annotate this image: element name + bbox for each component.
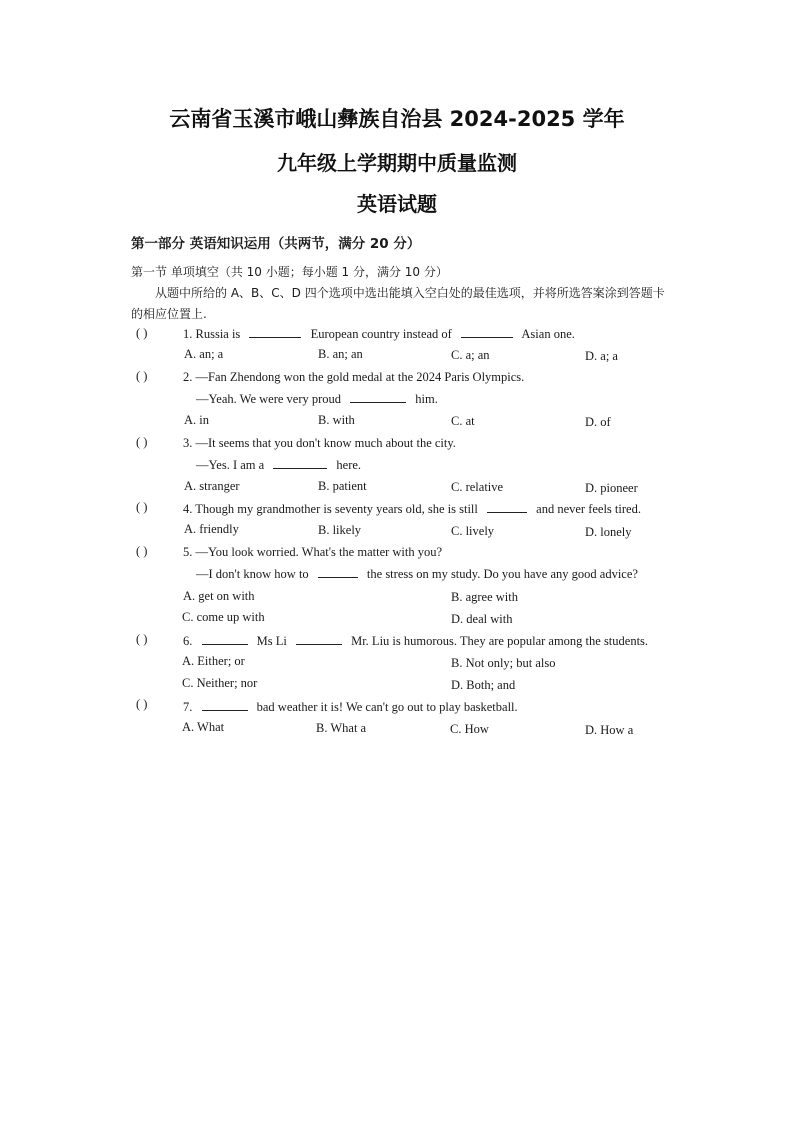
option-b: B. What a [316,721,367,735]
reply-text: —Yeah. We were very proud [196,392,342,406]
option-b: B. agree with [451,590,518,604]
option-c: C. at [451,414,475,428]
blank [202,699,248,711]
option-c: C. a; an [451,348,490,362]
answer-paren[interactable]: ( ) [136,326,148,340]
section1-heading: 第一节 单项填空（共 10 小题；每小题 1 分，满分 10 分） [131,265,448,279]
stem-text: Though my grandmother is seventy years old, she is still [195,502,478,516]
exam-title-line2: 九年级上学期期中质量监测 [277,151,517,175]
stem-text: Mr. Liu is humorous. They are popular among the students. [351,634,649,648]
question-number: 7. [183,700,193,714]
question-number: 5. [183,545,193,559]
question-stem [183,545,442,560]
question-stem [183,436,456,451]
option-a: A. in [184,413,209,427]
option-c: C. How [450,722,489,736]
stem-text: Ms Li [256,634,287,648]
stem-text: European country instead of [310,327,452,341]
option-c: C. come up with [182,610,265,624]
reply-line [196,566,638,582]
reply-text: —Yes. I am a [196,458,265,472]
option-a: A. an; a [184,347,224,361]
option-c: C. Neither; nor [182,676,258,690]
option-d: D. pioneer [585,481,638,495]
reply-text: here. [336,458,362,472]
question-stem [183,370,524,385]
option-d: D. lonely [585,525,632,539]
stem-text: Russia is [195,327,241,341]
option-c: C. relative [451,480,504,494]
blank [202,633,248,645]
option-a: A. What [182,720,225,734]
option-a: A. Either; or [182,654,245,668]
question-number: 1. [183,327,193,341]
exam-title-line3: 英语试题 [357,192,437,216]
option-a: A. friendly [184,522,239,536]
stem-text: —Fan Zhendong won the gold medal at the 2024 Paris Olympics. [195,370,525,384]
option-b: B. patient [318,479,367,493]
instructions: 从题中所给的 A、B、C、D 四个选项中选出能填入空白处的最佳选项，并将所选答案涂到答题卡的相应位置上. [131,286,665,321]
question-stem [183,501,641,517]
blank [249,326,301,338]
option-d: D. deal with [451,612,513,626]
option-d: D. Both; and [451,678,516,692]
question-number: 6. [183,634,193,648]
blank [487,501,527,513]
answer-paren[interactable]: ( ) [136,632,148,646]
option-d: D. a; a [585,349,618,363]
option-b: B. Not only; but also [451,656,556,670]
question-number: 3. [183,436,193,450]
question-stem [183,699,518,715]
stem-text: —You look worried. What's the matter with you? [195,545,443,559]
question-number: 2. [183,370,193,384]
reply-line [196,391,438,407]
question-stem [183,633,648,649]
answer-paren[interactable]: ( ) [136,544,148,558]
answer-paren[interactable]: ( ) [136,500,148,514]
option-d: D. How a [585,723,634,737]
blank [318,566,358,578]
question-number: 4. [183,502,193,516]
option-b: B. with [318,413,355,427]
reply-text: —I don't know how to [196,567,309,581]
stem-text: —It seems that you don't know much about the city. [195,436,456,450]
option-a: A. get on with [183,589,255,603]
option-d: D. of [585,415,611,429]
answer-paren[interactable]: ( ) [136,435,148,449]
reply-text: him. [415,392,438,406]
blank [296,633,342,645]
option-a: A. stranger [184,479,240,493]
option-b: B. an; an [318,347,363,361]
part1-heading: 第一部分 英语知识运用（共两节，满分 20 分） [131,236,421,252]
option-b: B. likely [318,523,362,537]
reply-text: the stress on my study. Do you have any good advice? [366,567,638,581]
answer-paren[interactable]: ( ) [136,697,148,711]
blank [461,326,513,338]
reply-line [196,457,361,473]
answer-paren[interactable]: ( ) [136,369,148,383]
blank [273,457,327,469]
option-c: C. lively [451,524,495,538]
exam-title-line1: 云南省玉溪市峨山彝族自治县 2024-2025 学年 [169,107,625,131]
blank [350,391,406,403]
stem-text: and never feels tired. [536,502,641,516]
stem-text: bad weather it is! We can't go out to play basketball. [256,700,518,714]
question-stem [183,326,575,342]
stem-text: Asian one. [521,327,575,341]
